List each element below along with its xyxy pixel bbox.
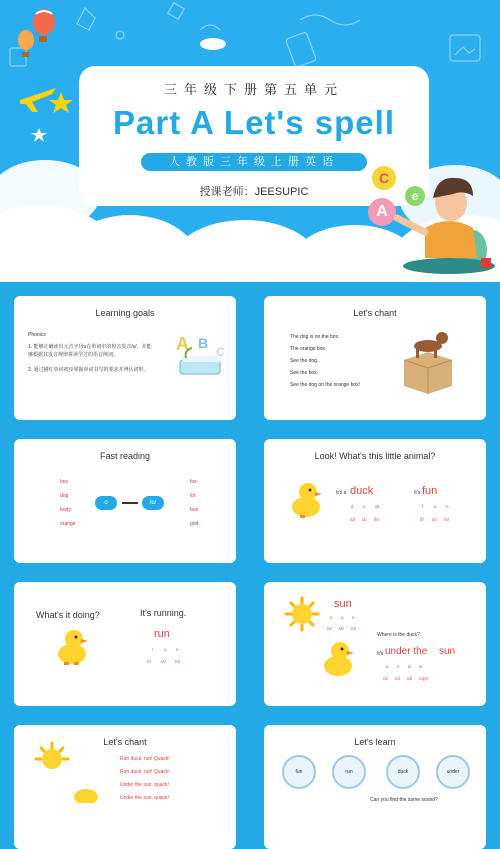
sound: /n/ — [395, 676, 401, 681]
question-text: What's it doing? — [36, 610, 100, 620]
letter-ball-e: e — [405, 186, 425, 206]
word-circle[interactable]: fun — [282, 755, 316, 789]
sound-bubble: /ɒ/ — [142, 496, 164, 510]
slide-title: Let's chant — [103, 737, 147, 747]
letter: n — [446, 504, 449, 509]
key-word: duck — [350, 485, 374, 497]
chant-line: Under the sun, quack! — [120, 782, 169, 788]
letter: r — [152, 647, 154, 652]
star-icon — [25, 90, 75, 150]
page-title: Part A Let's spell — [113, 104, 395, 141]
dog-on-box-icon — [398, 324, 458, 394]
goal-item: 1. 能够正确读出元音字母u在单词中的短音发音/ʌ/。并能够根据其发音规律拼读学过的语音例词。 — [28, 344, 152, 358]
chant-line: Under the sun, quack! — [120, 795, 169, 801]
key-phrase: under the — [385, 646, 428, 657]
sound: /d/ — [350, 517, 356, 522]
duck-icon — [70, 783, 100, 803]
edition-badge: 人教版三年级上册英语 — [141, 153, 367, 171]
hero-cover — [0, 0, 500, 282]
sentence-prefix: It's — [377, 651, 384, 657]
word-left: orange — [60, 521, 76, 527]
slide-title: Learning goals — [95, 308, 155, 318]
sun-icon — [34, 741, 70, 777]
svg-text:C: C — [216, 345, 225, 359]
section-label: Phonics — [28, 332, 46, 338]
arrow-icon — [122, 502, 138, 504]
chant-line: See the dog. — [290, 358, 319, 364]
letter: n — [397, 664, 400, 669]
sentence-prefix: It's — [414, 490, 421, 496]
sound: /n/ — [175, 659, 181, 664]
letter-ball-c: C — [372, 166, 396, 190]
grade-line: 三年级下册第五单元 — [163, 82, 344, 97]
word-left: dog — [60, 493, 69, 499]
answer-text: It's running. — [140, 608, 187, 618]
slide-title: Let's chant — [353, 308, 397, 318]
letter: d — [408, 664, 411, 669]
duck-icon — [320, 638, 356, 678]
word-circle[interactable]: run — [332, 755, 366, 789]
word-left: body — [60, 507, 71, 513]
sun-icon — [284, 596, 320, 632]
letter: f — [422, 504, 424, 509]
word-left: box — [60, 479, 69, 485]
teacher-label: 授课老师：JEESUPIC — [199, 186, 309, 198]
letter: u — [164, 647, 167, 652]
word-right: box — [190, 507, 199, 513]
sound: /ʌ/ — [432, 517, 437, 522]
slide-title: Fast reading — [99, 451, 151, 461]
sound: /d/ — [407, 676, 413, 681]
letter: er — [419, 664, 424, 669]
sound: /ʌ/ — [161, 659, 166, 664]
letter: s — [330, 615, 333, 620]
sound: /ʌ/ — [383, 676, 388, 681]
word-right: fox — [190, 479, 197, 485]
chant-line: See the box. — [290, 370, 319, 376]
sound: /n/ — [351, 626, 357, 631]
slide-fast-reading[interactable] — [14, 439, 236, 563]
chant-line: Run duck, run! Quack! — [120, 769, 170, 775]
slide-chant-dog[interactable] — [264, 296, 486, 420]
sound: /n/ — [444, 517, 450, 522]
word-circle[interactable]: duck — [386, 755, 420, 789]
duck-icon — [54, 626, 90, 666]
word-right: lot — [190, 493, 196, 499]
word-circle[interactable]: under — [436, 755, 470, 789]
sound: /s/ — [327, 626, 332, 631]
sound: /ʌ/ — [362, 517, 367, 522]
sentence-prefix: It's a — [336, 490, 347, 496]
letter: u — [341, 615, 344, 620]
sound: /ə(r)/ — [419, 676, 429, 681]
sound: /k/ — [374, 517, 379, 522]
chant-line: Run duck, run! Quack! — [120, 756, 170, 762]
slide-chant-duck[interactable] — [14, 725, 236, 849]
slide-running[interactable] — [14, 582, 236, 706]
letter: n — [176, 647, 179, 652]
slide-lets-learn[interactable] — [264, 725, 486, 849]
balloon-icon — [12, 6, 62, 66]
letter: d — [351, 504, 354, 509]
chant-line: The orange box. — [290, 346, 327, 352]
svg-text:B: B — [198, 335, 209, 351]
goal-item: 2. 通过描红单词初步掌握单词书写的要求并辨认词形。 — [28, 367, 149, 373]
chant-line: The dog is on the box. — [290, 334, 340, 340]
sound: /ʌ/ — [339, 626, 344, 631]
sound: /f/ — [420, 517, 424, 522]
letter: n — [352, 615, 355, 620]
footer-question: Can you find the same sound? — [370, 797, 438, 803]
key-word: sun — [439, 646, 456, 657]
letter: u — [386, 664, 389, 669]
child-illustration — [385, 158, 495, 278]
word-right: god — [190, 521, 199, 527]
letter-ball-a: A — [368, 198, 396, 226]
slide-title: Look! What's this little animal? — [314, 451, 436, 461]
letter-bubble: o — [95, 496, 117, 510]
slide-title: Let's learn — [354, 737, 396, 747]
chant-line: See the dog on the orange box! — [290, 382, 361, 388]
svg-text:A: A — [176, 334, 189, 354]
letter: u — [363, 504, 366, 509]
question-text: Where is the duck? — [377, 632, 420, 638]
letter: u — [434, 504, 437, 509]
slide-learning-goals[interactable] — [14, 296, 236, 420]
letter: ck — [375, 504, 380, 509]
sound: /r/ — [147, 659, 151, 664]
key-word: fun — [422, 485, 438, 497]
duck-icon — [288, 479, 324, 519]
key-word: sun — [334, 598, 352, 610]
slide-under-sun[interactable] — [264, 582, 486, 706]
key-word: run — [154, 628, 170, 640]
abc-book-icon — [172, 332, 232, 382]
slide-little-animal[interactable] — [264, 439, 486, 563]
